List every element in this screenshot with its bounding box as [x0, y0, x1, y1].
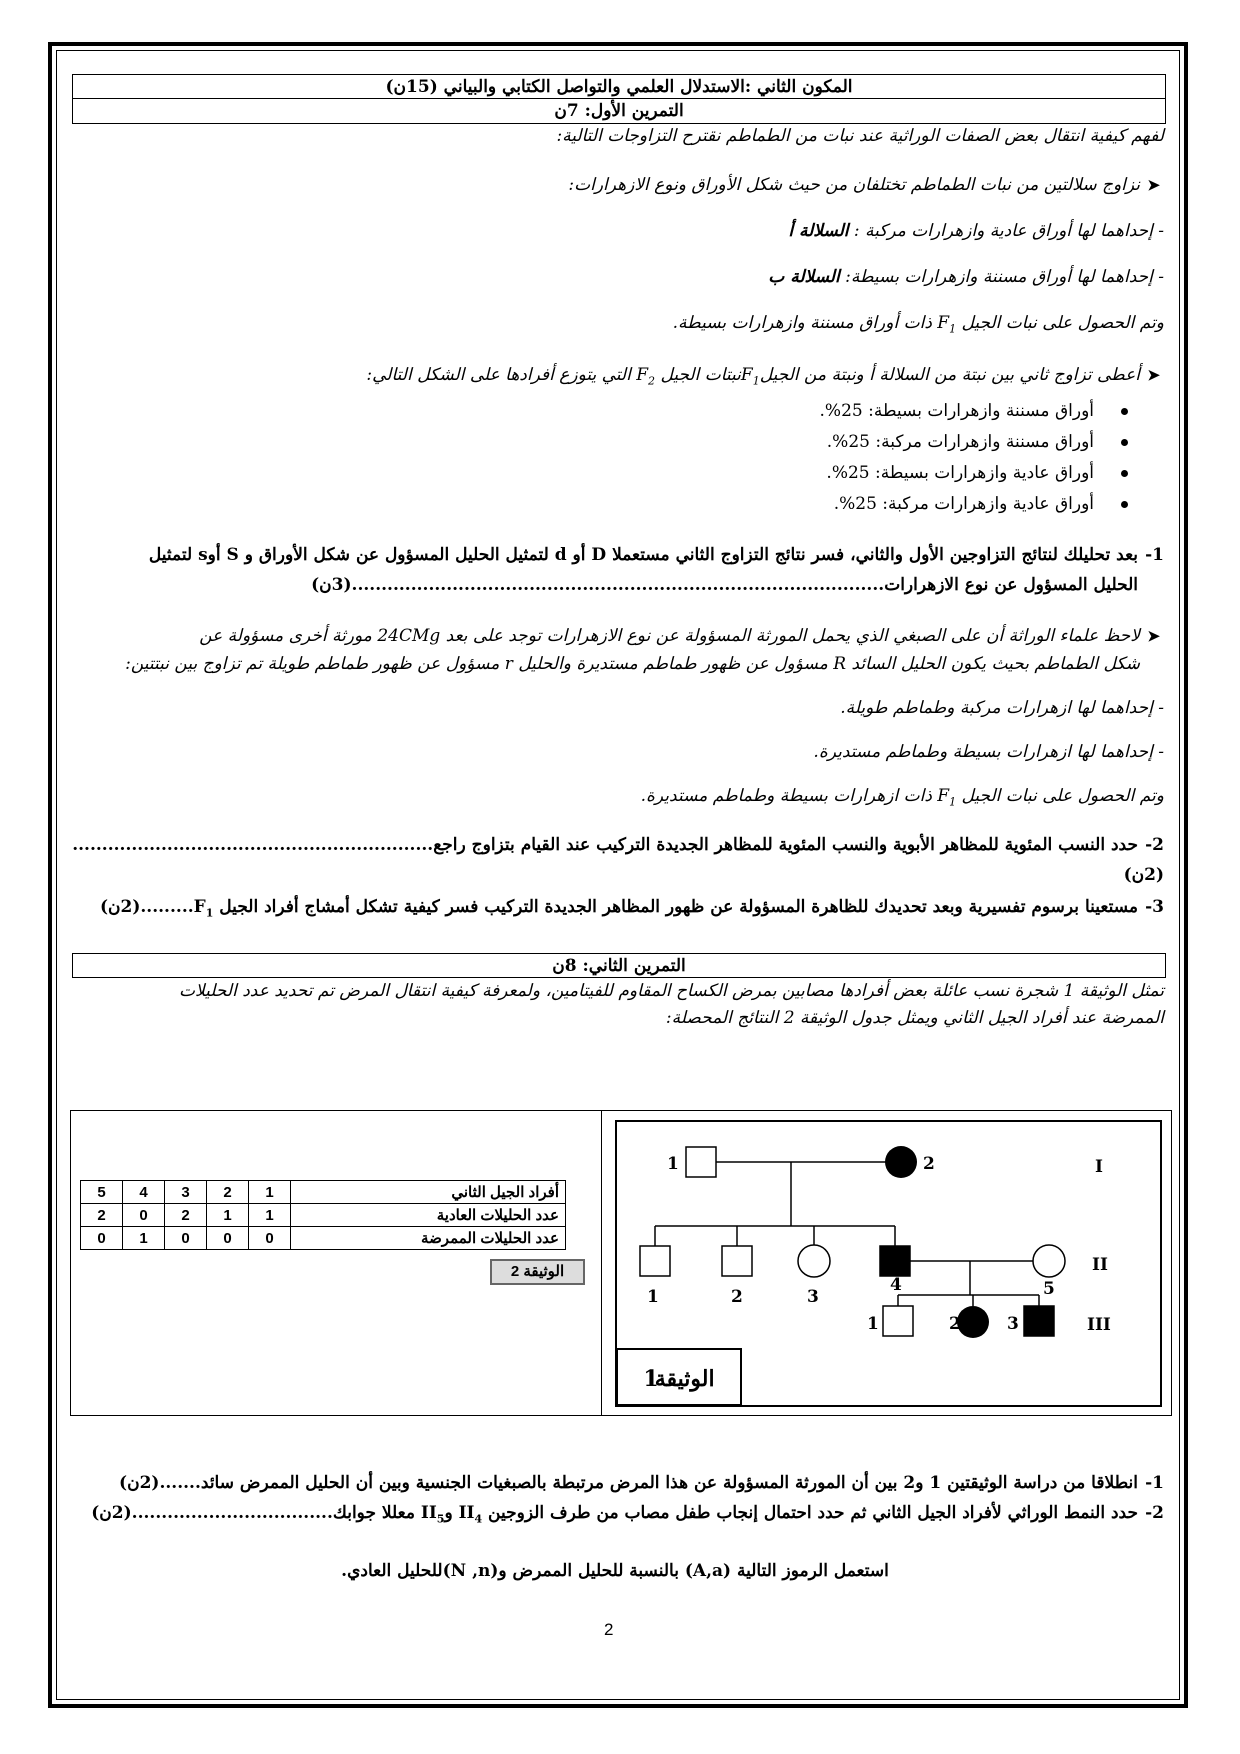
ex2-intro: تمثل الوثيقة 1 شجرة نسب عائلة بعض أفرادها مصابين بمرض الكساح المقاوم للفيتامين، ولمعرفة كيفية انتقال المرض تم تحديد عدد الحليلات الممرضة عند أفراد الجيل الثاني ويمثل جدول الوثيقة 2 النتائج المحصلة: [179, 980, 1164, 1028]
generation-label: II [1092, 1255, 1108, 1275]
list-item: أوراق مسننة وازهرارات مركبة: 25%. [66, 427, 1150, 458]
line-b: - إحداهما لها أوراق مسننة وازهرارات بسيطة: السلالة ب [768, 267, 1164, 287]
cross2-text: ➤أعطى تزاوج ثاني بين نبتة من السلالة أ ونبتة من الجيلF$_1$نبتات الجيل $F_2$ التي يتوزع أفرادها على الشكل التالي: [66, 361, 1160, 395]
generation-label: I [1095, 1157, 1103, 1177]
table-row: عدد الحليلات الممرضة 0 0 0 1 0 [81, 1227, 566, 1250]
page-number: 2 [604, 1620, 614, 1639]
table-row: عدد الحليلات العادية 1 1 2 0 2 [81, 1204, 566, 1227]
pedigree-chart [615, 1120, 1165, 1410]
exercise1-title: التمرين الأول: 7ن [72, 99, 1166, 124]
pedigree-label: 3 [807, 1287, 819, 1307]
arrow-bullet-icon: ➤ [1147, 626, 1160, 645]
documents-divider [601, 1110, 602, 1416]
pedigree-label: 4 [890, 1275, 902, 1295]
gen3-male-3-affected-symbol [1024, 1306, 1054, 1336]
exercise2-title: التمرين الثاني: 8ن [72, 953, 1166, 978]
gen1-female-2-affected-symbol [885, 1146, 917, 1178]
ex1-intro: لفهم كيفية انتقال بعض الصفات الوراثية عند نبات من الطماطم نقترح التزاوجات التالية: [556, 126, 1164, 146]
cross1-text: ➤نزاوج سلالتين من نبات الطماطم تختلفان من حيث شكل الأوراق ونوع الازهرارات: [66, 171, 1160, 199]
component-title: المكون الثاني :الاستدلال العلمي والتواصل الكتابي والبياني (15ن) [72, 74, 1166, 99]
gen2-female-3-symbol [798, 1245, 830, 1277]
page-content [66, 74, 1170, 1032]
gen2-male-2-symbol [722, 1246, 752, 1276]
generation-label: III [1087, 1315, 1111, 1335]
document-1-caption: الوثيقة1 [643, 1366, 715, 1392]
ex2-question-1: 1-انطلاقا من دراسة الوثيقتين 1 و2 بين أن المورثة المسؤولة عن هذا المرض مرتبطة بالصبغيات الجنسية وبين أن الحليل الممرض سائد.......(2ن) [119, 1473, 1164, 1493]
pedigree-label: 5 [1043, 1279, 1055, 1299]
pedigree-label: 3 [1007, 1314, 1019, 1334]
f1b-result: وتم الحصول على نبات الجيل $F_1$ ذات ازهرارات بسيطة وطماطم مستديرة. [640, 785, 1164, 809]
f2-results-list [66, 396, 1150, 520]
ex1-question-3: 3-مستعينا برسوم تفسيرية وبعد تحديدك للظاهرة المسؤولة عن ظهور المظاهر الجديدة التركيب فسر كيفية تشكل أمشاج أفراد الجيل $F_1.........(2ن)$ [99, 897, 1164, 920]
list-item: أوراق عادية وازهرارات مركبة: 25%. [66, 489, 1150, 520]
list-item: أوراق مسننة وازهرارات بسيطة: 25%. [66, 396, 1150, 427]
gen2-male-4-affected-symbol [880, 1246, 910, 1276]
pedigree-label: 2 [731, 1287, 743, 1307]
ex2-questions [66, 1468, 1170, 1586]
plant-2: - إحداهما لها ازهرارات بسيطة وطماطم مستديرة. [813, 741, 1164, 762]
gen2-male-1-symbol [640, 1246, 670, 1276]
plant-1: - إحداهما لها ازهرارات مركبة وطماطم طويلة. [840, 697, 1164, 718]
pedigree-label: 2 [949, 1314, 961, 1334]
gen3-male-1-symbol [883, 1306, 913, 1336]
linkage-note: ➤لاحظ علماء الوراثة أن على الصبغي الذي يحمل المورثة المسؤولة عن نوع الازهرارات توجد على بعد 24CMg مورثة أخرى مسؤولة عن شكل الطماطم بحيث يكون الحليل السائد R مسؤول عن ظهور طماطم مستديرة والحليل r مسؤول عن ظهور طماطم طويلة تم تزاوج بين نبتتين: [66, 622, 1160, 678]
ex1-question-1: 1-بعد تحليلك لنتائج التزاوجين الأول والثاني، فسر نتائج التزاوج الثاني مستعملا D أو d لتمثيل الحليل المسؤول عن شكل الأوراق و S أوs لتمثيل الحليل المسؤول عن نوع الازهرارات..........................................................................................(3ن) [148, 544, 1164, 595]
ex1-question-2: 2-حدد النسب المئوية للمظاهر الأبوية والنسب المئوية للمظاهر الجديدة التركيب عند القيام بتزاوج راجع.............................................................(2ن) [72, 835, 1164, 886]
arrow-bullet-icon: ➤ [1147, 366, 1160, 385]
f1-result: وتم الحصول على نبات الجيل $F_1$ ذات أوراق مسننة وازهرارات بسيطة. [672, 313, 1164, 336]
document-2-table [80, 1180, 566, 1250]
gen3-female-2-affected-symbol [957, 1306, 989, 1338]
gen2-female-5-symbol [1033, 1245, 1065, 1277]
line-a: - إحداهما لها أوراق عادية وازهرارات مركبة : السلالة أ [788, 221, 1164, 241]
pedigree-label: 1 [647, 1287, 659, 1307]
ex2-question-2: 2-حدد النمط الوراثي لأفراد الجيل الثاني ثم حدد احتمال إنجاب طفل مصاب من طرف الزوجين $II_4$ وII$_5$ معللا جوابك..................................(2ن) [91, 1503, 1164, 1526]
pedigree-label: 2 [923, 1154, 935, 1174]
table-row: أفراد الجيل الثاني 1 2 3 4 5 [81, 1181, 566, 1204]
pedigree-label: 1 [867, 1314, 879, 1334]
document-2-caption: الوثيقة 2 [490, 1259, 585, 1285]
arrow-bullet-icon: ➤ [1147, 176, 1160, 194]
symbols-instruction: استعمل الرموز التالية (A,a) بالنسبة للحليل الممرض و(N ,n)للحليل العادي. [341, 1561, 889, 1582]
pedigree-label: 1 [667, 1154, 679, 1174]
list-item: أوراق عادية وازهرارات بسيطة: 25%. [66, 458, 1150, 489]
gen1-male-1-symbol [686, 1147, 716, 1177]
